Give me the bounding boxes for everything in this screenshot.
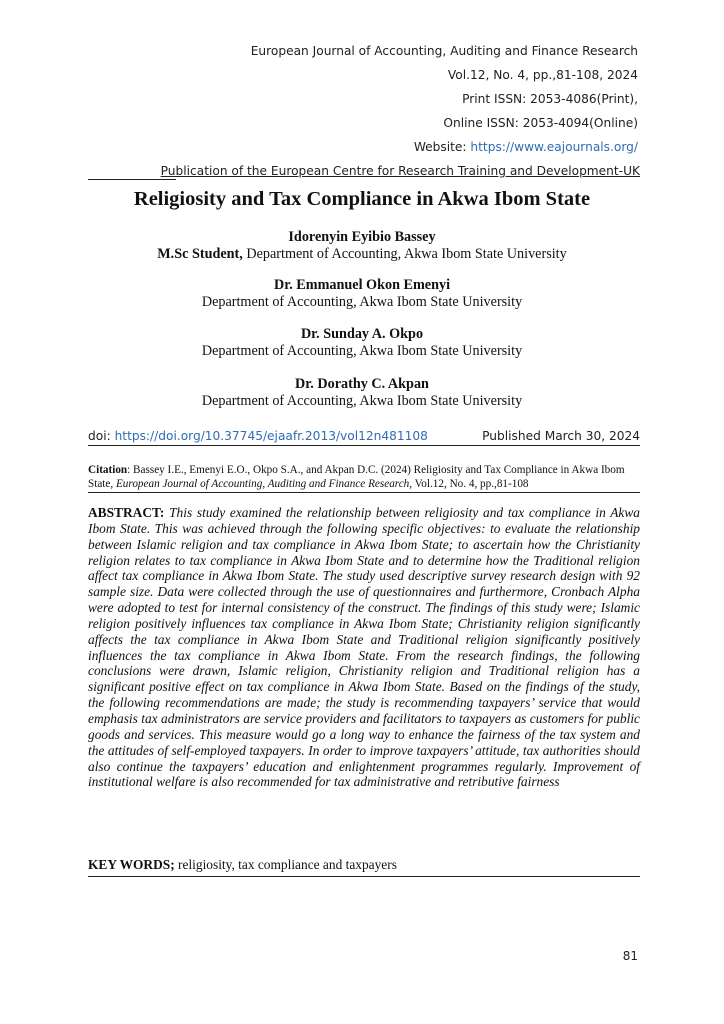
author-block-2: [0, 277, 724, 311]
abstract-label: ABSTRACT:: [88, 505, 165, 520]
keywords-rule: [88, 876, 640, 877]
journal-name: European Journal of Accounting, Auditing and Finance Research: [250, 44, 638, 58]
publisher-rule: [88, 179, 176, 180]
author-name: Dr. Sunday A. Okpo: [300, 326, 424, 342]
author-name: Dr. Dorathy C. Akpan: [295, 376, 429, 392]
author-name: Dr. Emmanuel Okon Emenyi: [273, 277, 451, 293]
author-affiliation: M.Sc Student, Department of Accounting, Akwa Ibom State University: [157, 246, 567, 262]
author-affiliation: Department of Accounting, Akwa Ibom State University: [201, 294, 523, 310]
author-block-4: [0, 376, 724, 410]
keywords-text: religiosity, tax compliance and taxpayers: [174, 857, 397, 872]
citation-journal: European Journal of Accounting, Auditing and Finance Research: [115, 478, 410, 490]
author-block-1: [0, 229, 724, 263]
published-date: Published March 30, 2024: [482, 429, 640, 443]
doi-label: doi:: [88, 429, 115, 443]
author-affiliation: Department of Accounting, Akwa Ibom State University: [201, 343, 523, 359]
website-label: Website:: [413, 140, 471, 154]
page-number: 81: [622, 949, 638, 963]
author-block-3: [0, 326, 724, 360]
author-affiliation: Department of Accounting, Akwa Ibom State University: [201, 393, 523, 409]
doi-link[interactable]: https://doi.org/10.37745/ejaafr.2013/vol12n481108: [114, 429, 428, 443]
doi-row: [88, 429, 640, 443]
keywords: [88, 857, 640, 873]
website-line: [414, 140, 638, 154]
keywords-label: KEY WORDS;: [88, 857, 175, 872]
author-name: Idorenyin Eyibio Bassey: [288, 229, 436, 245]
publisher-text: Publication of the European Centre for Research Training and Development-UK: [160, 164, 640, 178]
citation: Citation: Bassey I.E., Emenyi E.O., Okpo S.A., and Akpan D.C. (2024) Religiosity and Tax Compliance in Akwa Ibom State, European Journal of Accounting, Auditing and Finance Research, Vol.12, No. 4, pp.,81-108: [88, 464, 625, 490]
publisher-row: [88, 164, 640, 180]
doi-rule: [88, 445, 640, 446]
online-issn: Online ISSN: 2053-4094(Online): [443, 116, 638, 130]
paper-title: Religiosity and Tax Compliance in Akwa Ibom State: [133, 188, 591, 210]
citation-rule: [88, 492, 640, 493]
citation-label: Citation: [88, 464, 128, 476]
website-link[interactable]: https://www.eajournals.org/: [470, 140, 638, 154]
author-role: M.Sc Student,: [157, 246, 243, 262]
abstract-text: This study examined the relationship between religiosity and tax compliance in Akwa Ibom State. This was achieved through the following specific objectives: to evaluate the relationship between Islamic religion and tax compliance in Akwa Ibom State; to ascertain how the Christianity religion relates to tax compliance in Akwa Ibom State and to determine how the Traditional religion affect tax compliance in Akwa Ibom State. The study used descriptive survey research design with 92 sample size. Data were collected through the use of questionnaires and furthermore, Cronbach Alpha were adopted to test for internal consistency of the construct. The findings of this study were; Islamic religion positively influences tax compliance in Akwa Ibom State; Christianity religion significantly affects the tax compliance in Akwa Ibom State and Traditional religion significantly positively influences the tax compliance in Akwa Ibom State. From the research findings, the following conclusions were drawn, Islamic religion, Christianity religion and Traditional religion has a significant positive effect on tax compliance in Akwa Ibom State. Based on the findings of the study, the following recommendations are made; the study is recommending taxpayers’ service that would emphasis tax administrators are service providers and facilitators to taxpayers as customers for public goods and services. This measure would go a long way to enhance the fairness of the tax system and the attitudes of self-employed taxpayers. In order to improve taxpayers’ attitude, tax authorities should also continue the taxpayers’ education and enlightenment programmes regularly. Improvement of institutional welfare is also recommended for tax administrative and retributive fairness: [88, 505, 640, 790]
volume-info: Vol.12, No. 4, pp.,81-108, 2024: [447, 68, 638, 82]
abstract: [88, 505, 640, 790]
print-issn: Print ISSN: 2053-4086(Print),: [462, 92, 638, 106]
